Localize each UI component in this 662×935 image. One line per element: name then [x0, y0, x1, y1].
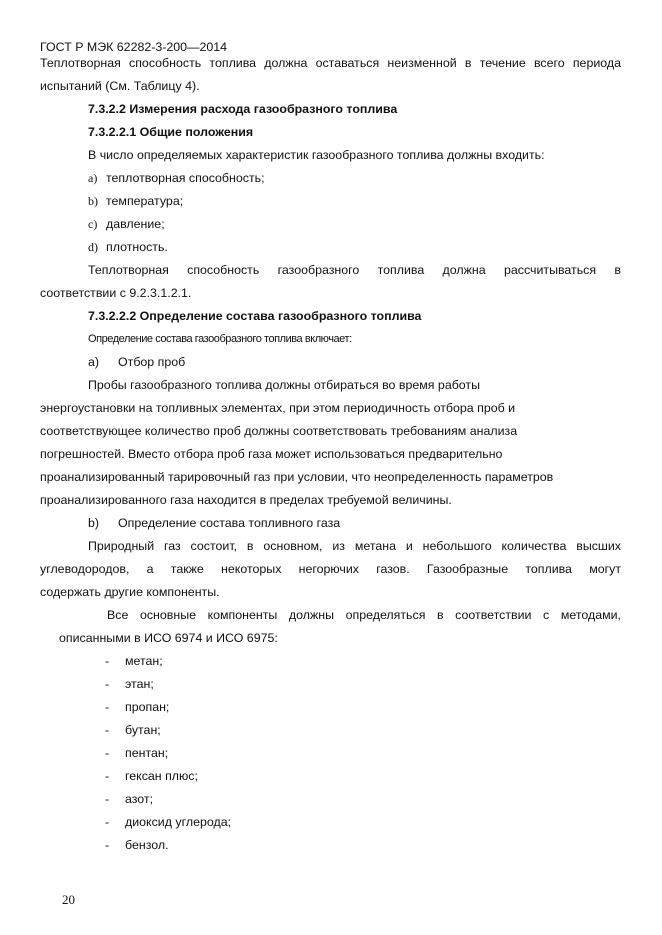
- section-heading-7-3-2-2: 7.3.2.2 Измерения расхода газообразного топлива: [88, 102, 398, 116]
- list-marker: b): [88, 516, 100, 530]
- list-marker: b): [88, 194, 98, 208]
- list-marker: a): [88, 171, 98, 185]
- page-number: 20: [62, 892, 75, 907]
- paragraph-line: соответствии с 9.2.3.1.2.1.: [40, 286, 192, 300]
- section-heading-7-3-2-2-1: 7.3.2.2.1 Общие положения: [88, 125, 254, 139]
- list-dash: -: [105, 815, 110, 829]
- paragraph-line: соответствующее количество проб должны соответствовать требованиям анализа: [40, 424, 518, 438]
- list-item: бензол.: [125, 838, 169, 852]
- list-item: теплотворная способность;: [106, 171, 265, 185]
- paragraph-line: содержать другие компоненты.: [40, 585, 220, 599]
- list-dash: -: [105, 700, 110, 714]
- paragraph-line: Определение состава газообразного топлива включает:: [88, 333, 352, 345]
- list-dash: -: [105, 654, 110, 668]
- paragraph-line: описанными в ИСО 6974 и ИСО 6975:: [59, 631, 278, 645]
- paragraph-line: Теплотворная способность топлива должна оставаться неизменной в течение всего периода: [40, 56, 621, 70]
- subsection-title: Определение состава топливного газа: [118, 516, 341, 530]
- list-item: азот;: [125, 792, 154, 806]
- paragraph-line: В число определяемых характеристик газообразного топлива должны входить:: [88, 148, 545, 162]
- list-item: давление;: [106, 217, 165, 231]
- section-heading-7-3-2-2-2: 7.3.2.2.2 Определение состава газообразного топлива: [88, 309, 422, 323]
- list-item: бутан;: [125, 723, 161, 737]
- paragraph-line: Все основные компоненты должны определяться в соответствии с методами,: [107, 608, 621, 622]
- paragraph-line: Природный газ состоит, в основном, из метана и небольшого количества высших: [88, 539, 621, 553]
- list-item: плотность.: [106, 240, 168, 254]
- list-item: пропан;: [125, 700, 170, 714]
- list-item: этан;: [125, 677, 154, 691]
- paragraph-line: Пробы газообразного топлива должны отбираться во время работы: [88, 378, 481, 392]
- subsection-title: Отбор проб: [118, 355, 186, 369]
- list-dash: -: [105, 792, 110, 806]
- list-item: гексан плюс;: [125, 769, 198, 783]
- list-marker: а): [88, 355, 100, 369]
- list-marker: d): [88, 240, 98, 254]
- list-item: метан;: [125, 654, 163, 668]
- list-item: температура;: [106, 194, 184, 208]
- paragraph-line: погрешностей. Вместо отбора проб газа может использоваться предварительно: [40, 447, 503, 461]
- list-dash: -: [105, 838, 110, 852]
- list-dash: -: [105, 723, 110, 737]
- paragraph-line: испытаний (См. Таблицу 4).: [40, 79, 200, 93]
- document-code-header: ГОСТ Р МЭК 62282-3-200—2014: [40, 40, 228, 54]
- paragraph-line: Теплотворная способность газообразного топлива должна рассчитываться в: [88, 263, 621, 277]
- list-item: пентан;: [125, 746, 169, 760]
- list-dash: -: [105, 746, 110, 760]
- paragraph-line: энергоустановки на топливных элементах, при этом периодичность отбора проб и: [40, 401, 516, 415]
- list-marker: c): [88, 217, 98, 231]
- list-item: диоксид углерода;: [125, 815, 232, 829]
- list-dash: -: [105, 677, 110, 691]
- paragraph-line: проанализированного газа находится в пределах требуемой величины.: [40, 493, 452, 507]
- paragraph-line: углеводородов, а также некоторых негорючих газов. Газообразные топлива могут: [40, 562, 621, 576]
- list-dash: -: [105, 769, 110, 783]
- paragraph-line: проанализированный тарировочный газ при условии, что неопределенность параметров: [40, 470, 554, 484]
